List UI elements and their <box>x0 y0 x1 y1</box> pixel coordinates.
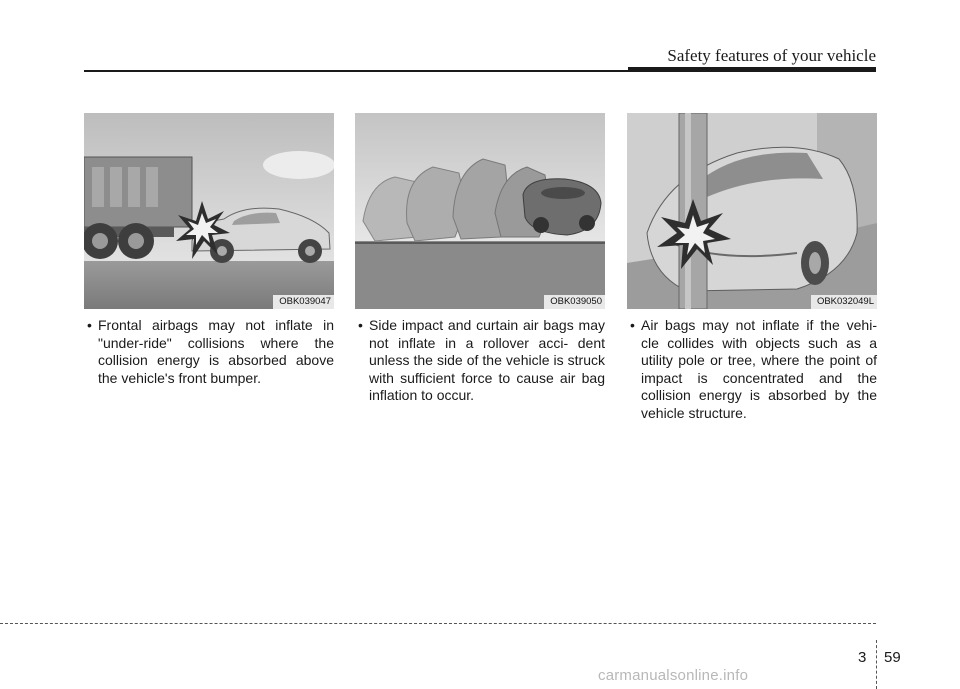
figure-code: OBK039050 <box>544 295 605 309</box>
caption-pole-impact <box>627 317 877 422</box>
figure-code: OBK032049L <box>811 295 877 309</box>
footer-divider <box>876 640 877 689</box>
caption-rollover <box>355 317 605 405</box>
chapter-number: 3 <box>858 649 867 666</box>
caption-text: Side impact and curtain air bags may not inflate in a rollover acci- dent unless the side of the vehicle is struck with sufficient force to cause air bag inflation to occur. <box>369 317 605 403</box>
bullet: • <box>358 317 363 333</box>
bullet: • <box>87 317 92 333</box>
footer-rule <box>0 623 876 624</box>
figure-underride-collision <box>84 113 334 309</box>
figure-rollover <box>355 113 605 309</box>
caption-underride <box>84 317 334 387</box>
watermark[interactable]: carmanualsonline.info <box>598 667 749 684</box>
page-number: 59 <box>884 649 901 666</box>
bullet: • <box>630 317 635 333</box>
figure-code: OBK039047 <box>273 295 334 309</box>
caption-text: Frontal airbags may not inflate in "under-ride" collisions where the collision energy is absorbed above the vehicle's front bumper. <box>98 317 334 386</box>
caption-text: Air bags may not inflate if the vehi- cle collides with objects such as a utility pole or tree, where the point of impact is concentrated and the collision energy is absorbed by the vehicle structure. <box>641 317 877 421</box>
header-rule-accent <box>628 67 876 72</box>
section-title: Safety features of your vehicle <box>667 46 876 65</box>
figure-pole-impact <box>627 113 877 309</box>
